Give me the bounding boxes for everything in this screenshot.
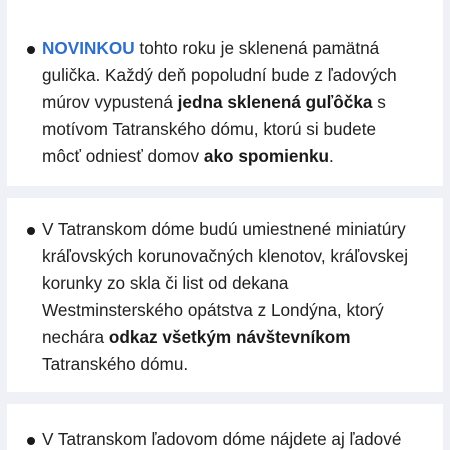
text-line: V Tatranskom dóme budú umiestnené miniatúry — [42, 219, 406, 239]
text-line: gulička. Každý deň popoludní bude z ľadových — [42, 65, 397, 85]
text-segment: . — [329, 146, 334, 166]
text-line — [42, 35, 434, 62]
bullet-dot — [27, 46, 35, 54]
text-line — [42, 324, 434, 351]
bullet-dot — [27, 227, 35, 235]
text-line: Tatranského dómu. — [42, 354, 189, 374]
text-line: V Tatranskom ľadovom dóme nájdete aj ľadové — [42, 429, 402, 449]
bold-phrase: odkaz všetkým návštevníkom — [108, 327, 351, 347]
bullet-text — [42, 35, 434, 170]
bullet-card-novelty — [7, 0, 443, 186]
bullet-card-miniatures — [7, 198, 443, 392]
text-segment: môcť odniesť domov — [42, 146, 204, 166]
text-line — [42, 143, 434, 170]
text-line: Westminsterského opátstva z Londýna, ktorý — [42, 300, 384, 320]
bullet-text — [42, 426, 434, 450]
bullet-text — [42, 216, 434, 378]
bold-phrase: ako spomienku — [203, 146, 330, 166]
text-segment: múrov vypustená — [42, 92, 178, 112]
text-line — [42, 89, 434, 116]
bold-phrase: jedna sklenená guľôčka — [177, 92, 373, 112]
highlight-novinkou: NOVINKOU — [42, 38, 135, 58]
text-line: kráľovských korunovačných klenotov, kráľovskej — [42, 246, 409, 266]
text-line: korunky zo skla či list od dekana — [42, 273, 289, 293]
text-segment: s — [372, 92, 386, 112]
bullet-card-ice — [7, 404, 443, 450]
text-segment: tohto roku je sklenená pamätná — [134, 38, 380, 58]
bullet-dot — [27, 437, 35, 445]
text-line: motívom Tatranského dómu, ktorú si budete — [42, 119, 377, 139]
text-segment: nechára — [42, 327, 109, 347]
